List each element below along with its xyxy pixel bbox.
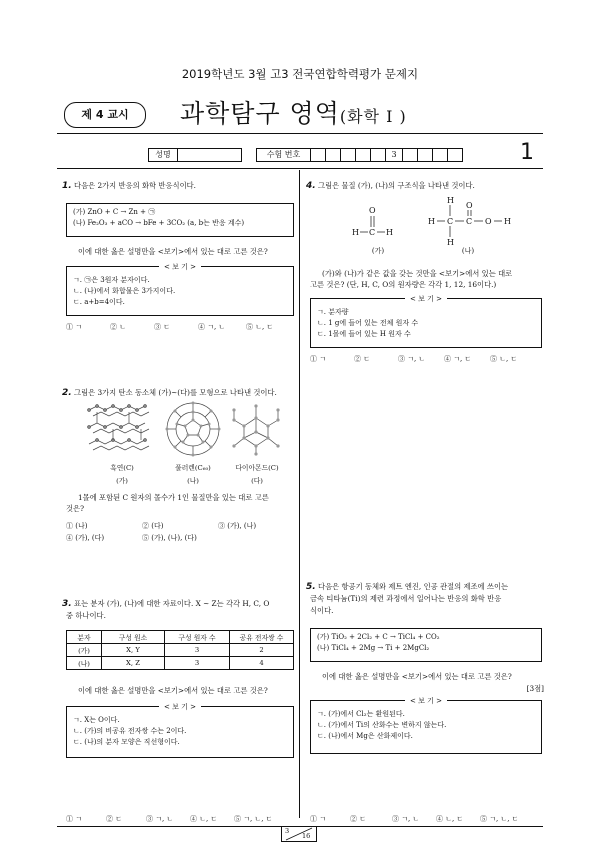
exam-no-cell[interactable] bbox=[417, 148, 433, 162]
exam-no-cell[interactable] bbox=[402, 148, 418, 162]
svg-text:O: O bbox=[466, 201, 473, 210]
header-rule bbox=[57, 133, 543, 134]
q4-stem bbox=[306, 180, 542, 192]
q1-choice[interactable]: ① ㄱ bbox=[66, 323, 82, 331]
q4-tag: (나) bbox=[461, 247, 475, 255]
q2-question-2: 것은? bbox=[66, 504, 85, 513]
svg-text:O: O bbox=[485, 217, 492, 226]
q3-option: ㄴ. (가)의 비공유 전자쌍 수는 2이다. bbox=[73, 727, 187, 735]
q1-question: 이에 대한 옳은 설명만을 <보기>에서 있는 대로 고른 것은? bbox=[78, 247, 268, 256]
q4-question: (가)와 (나)가 같은 값을 갖는 것만을 <보기>에서 있는 대로 bbox=[322, 269, 513, 278]
q3-stem-text: 표는 분자 (가), (나)에 대한 자료이다. X ~ Z는 각각 H, C, O bbox=[74, 599, 270, 608]
q1-stem-text: 다음은 2가지 반응의 화학 반응식이다. bbox=[74, 181, 196, 190]
q5-option: ㄴ. (가)에서 Ti의 산화수는 변하지 않는다. bbox=[317, 721, 447, 729]
q3-stem-2: 중 하나이다. bbox=[66, 611, 106, 620]
q4-question-2: 고른 것은? (단, H, C, O의 원자량은 각각 1, 12, 16이다.) bbox=[310, 280, 497, 289]
svg-text:C: C bbox=[466, 217, 473, 226]
q5-choice[interactable]: ③ ㄱ, ㄴ bbox=[392, 815, 420, 823]
q1-choice[interactable]: ③ ㄷ bbox=[154, 323, 170, 331]
atom-h: H bbox=[386, 228, 393, 237]
fullerene-model bbox=[164, 400, 222, 458]
q5-eq2: (나) TiCl₄ + 2Mg → Ti + 2MgCl₂ bbox=[317, 644, 430, 652]
page-number: 1 bbox=[520, 140, 534, 165]
diamond-label: 다이아몬드(C) bbox=[235, 464, 279, 472]
table-cell: (나) bbox=[67, 657, 102, 670]
svg-text:C: C bbox=[447, 217, 454, 226]
page-total: 16 bbox=[302, 832, 311, 840]
svg-text:H: H bbox=[504, 217, 511, 226]
exam-title: 2019학년도 3월 고3 전국연합학력평가 문제지 bbox=[181, 67, 419, 81]
q5-number: 5. bbox=[306, 582, 316, 592]
session-badge: 제 4 교시 bbox=[64, 102, 146, 128]
fullerene-label: 풀러렌(C₆₀) bbox=[175, 464, 211, 472]
q4-tag: (가) bbox=[371, 247, 385, 255]
exam-no-cell[interactable] bbox=[370, 148, 386, 162]
subject-sub: (화학 I ) bbox=[339, 107, 407, 126]
q2-number: 2. bbox=[62, 388, 72, 398]
q3-stem bbox=[62, 598, 298, 610]
q2-choices-row2 bbox=[66, 533, 298, 543]
q1-option: ㄷ. a+b=4이다. bbox=[73, 298, 125, 306]
q3-choice[interactable]: ⑤ ㄱ, ㄴ, ㄷ bbox=[234, 815, 273, 823]
svg-text:H: H bbox=[447, 238, 454, 247]
atom-o: O bbox=[369, 206, 376, 215]
q1-choice[interactable]: ⑤ ㄴ, ㄷ bbox=[246, 323, 274, 331]
q3-bogi bbox=[66, 703, 294, 758]
svg-text:H: H bbox=[428, 217, 435, 226]
q5-stem-text: 다음은 항공기 동체와 제트 엔진, 인공 관절의 제조에 쓰이는 bbox=[318, 582, 509, 591]
q2-choice[interactable]: ① (나) bbox=[66, 522, 88, 530]
atom-c: C bbox=[369, 228, 376, 237]
exam-no-cell[interactable] bbox=[310, 148, 326, 162]
q1-option: ㄴ. (나)에서 화합물은 3가지이다. bbox=[73, 287, 176, 295]
table-cell: 3 bbox=[165, 644, 230, 657]
id-rule bbox=[57, 168, 543, 169]
name-label: 성명 bbox=[148, 148, 178, 162]
table-header: 구성 원자 수 bbox=[165, 631, 230, 644]
q3-bogi-title: < 보 기 > bbox=[159, 703, 201, 711]
q2-choice[interactable]: ⑤ (가), (나), (다) bbox=[142, 534, 197, 542]
q3-choice[interactable]: ② ㄷ bbox=[106, 815, 122, 823]
q1-equations bbox=[66, 203, 294, 237]
q4-option: ㄴ. 1 g에 들어 있는 전체 원자 수 bbox=[317, 319, 419, 327]
q5-bogi bbox=[310, 697, 542, 754]
q3-choice[interactable]: ① ㄱ bbox=[66, 815, 82, 823]
q3-table bbox=[66, 630, 294, 670]
table-row bbox=[67, 644, 294, 657]
q5-option: ㄱ. (가)에서 Cl₂는 환원된다. bbox=[317, 710, 405, 718]
q1-bogi bbox=[66, 263, 294, 316]
q3-number: 3. bbox=[62, 599, 72, 609]
q5-choice[interactable]: ② ㄷ bbox=[350, 815, 366, 823]
q3-choice[interactable]: ③ ㄱ, ㄴ bbox=[146, 815, 174, 823]
q4-choice[interactable]: ⑤ ㄴ, ㄷ bbox=[490, 355, 518, 363]
q1-stem bbox=[62, 180, 294, 192]
exam-no-cell[interactable] bbox=[325, 148, 341, 162]
q5-equations bbox=[310, 628, 542, 662]
q1-choice[interactable]: ② ㄴ bbox=[110, 323, 126, 331]
q2-tag: (나) bbox=[187, 477, 199, 485]
exam-no-label: 수험 번호 bbox=[256, 148, 311, 162]
q5-choice[interactable]: ① ㄱ bbox=[310, 815, 326, 823]
q2-stem bbox=[62, 387, 298, 399]
q4-number: 4. bbox=[306, 181, 316, 191]
q1-bogi-title: < 보 기 > bbox=[159, 263, 201, 271]
exam-no-cell[interactable] bbox=[432, 148, 448, 162]
q2-stem-text: 그림은 3가지 탄소 동소체 (가)~(다)를 모형으로 나타낸 것이다. bbox=[74, 388, 277, 397]
q5-bogi-title: < 보 기 > bbox=[405, 697, 447, 705]
q5-choices bbox=[310, 814, 542, 824]
q2-choice[interactable]: ② (다) bbox=[142, 522, 164, 530]
table-header-row bbox=[67, 631, 294, 644]
q2-tag: (다) bbox=[251, 477, 263, 485]
exam-no-cell[interactable] bbox=[355, 148, 371, 162]
q2-choices-row1 bbox=[66, 521, 298, 531]
q5-choice[interactable]: ④ ㄴ, ㄷ bbox=[436, 815, 464, 823]
q4-choices bbox=[310, 354, 542, 364]
q4-choice[interactable]: ① ㄱ bbox=[310, 355, 326, 363]
exam-no-digit: 3 bbox=[385, 148, 403, 162]
table-cell: (가) bbox=[67, 644, 102, 657]
atom-h: H bbox=[352, 228, 359, 237]
q3-choice[interactable]: ④ ㄴ, ㄷ bbox=[190, 815, 218, 823]
table-cell: 3 bbox=[165, 657, 230, 670]
q2-question: 1몰에 포함된 C 원자의 몰수가 1인 물질만을 있는 대로 고른 bbox=[78, 493, 269, 502]
q4-choice[interactable]: ③ ㄱ, ㄴ bbox=[398, 355, 426, 363]
q1-eq1: (가) ZnO + C → Zn + ㉠ bbox=[73, 208, 156, 216]
q1-option: ㄱ. ㉠은 3원자 분자이다. bbox=[73, 276, 150, 284]
page-current: 3 bbox=[285, 827, 290, 835]
table-cell: X, Y bbox=[102, 644, 165, 657]
page-indicator bbox=[281, 826, 317, 842]
q1-choice[interactable]: ④ ㄱ, ㄴ bbox=[198, 323, 226, 331]
diamond-model bbox=[228, 402, 284, 456]
name-field[interactable] bbox=[177, 148, 242, 162]
graphite-model bbox=[85, 402, 155, 454]
subject-name: 과학탐구 영역 bbox=[180, 99, 340, 128]
table-cell: 4 bbox=[230, 657, 294, 670]
structure-b bbox=[424, 194, 520, 250]
q5-question: 이에 대한 옳은 설명만을 <보기>에서 있는 대로 고른 것은? bbox=[322, 672, 512, 681]
table-header: 분자 bbox=[67, 631, 102, 644]
q5-option: ㄷ. (나)에서 Mg은 산화제이다. bbox=[317, 732, 413, 740]
q4-bogi-title: < 보 기 > bbox=[405, 295, 447, 303]
structure-a bbox=[348, 204, 398, 242]
q5-points: [3점] bbox=[526, 684, 544, 693]
q5-stem-3: 식이다. bbox=[310, 606, 334, 615]
table-cell: 2 bbox=[230, 644, 294, 657]
table-header: 구성 원소 bbox=[102, 631, 165, 644]
exam-no-cell[interactable] bbox=[340, 148, 356, 162]
graphite-label: 흑연(C) bbox=[110, 464, 134, 472]
svg-text:H: H bbox=[447, 196, 454, 205]
q5-stem bbox=[306, 581, 542, 593]
q1-number: 1. bbox=[62, 181, 72, 191]
q3-option: ㄷ. (나)의 분자 모양은 직선형이다. bbox=[73, 738, 180, 746]
q5-stem-2: 금속 티타늄(Ti)의 제련 과정에서 일어나는 반응의 화학 반응 bbox=[310, 594, 502, 603]
q3-choices bbox=[66, 814, 298, 824]
q2-tag: (가) bbox=[116, 477, 128, 485]
table-row bbox=[67, 657, 294, 670]
q4-bogi bbox=[310, 295, 542, 348]
q1-choices bbox=[66, 322, 298, 332]
q4-choice[interactable]: ④ ㄱ, ㄷ bbox=[444, 355, 472, 363]
exam-no-cell[interactable] bbox=[447, 148, 463, 162]
q2-choice[interactable]: ③ (가), (나) bbox=[218, 522, 257, 530]
table-header: 공유 전자쌍 수 bbox=[230, 631, 294, 644]
q4-option: ㄷ. 1몰에 들어 있는 H 원자 수 bbox=[317, 330, 411, 338]
q4-option: ㄱ. 분자량 bbox=[317, 308, 349, 316]
q4-choice[interactable]: ② ㄷ bbox=[354, 355, 370, 363]
q4-stem-text: 그림은 물질 (가), (나)의 구조식을 나타낸 것이다. bbox=[318, 181, 475, 190]
q1-eq2: (나) Fe₂O₃ + aCO → bFe + 3CO₂ (a, b는 반응 계수) bbox=[73, 219, 245, 227]
subject-title bbox=[180, 94, 407, 130]
q5-eq1: (가) TiO₂ + 2Cl₂ + C → TiCl₄ + CO₂ bbox=[317, 633, 440, 641]
q3-question: 이에 대한 옳은 설명만을 <보기>에서 있는 대로 고른 것은? bbox=[78, 686, 268, 695]
q2-choice[interactable]: ④ (가), (다) bbox=[66, 534, 105, 542]
q3-option: ㄱ. X는 O이다. bbox=[73, 716, 120, 724]
q5-choice[interactable]: ⑤ ㄱ, ㄴ, ㄷ bbox=[480, 815, 519, 823]
table-cell: X, Z bbox=[102, 657, 165, 670]
